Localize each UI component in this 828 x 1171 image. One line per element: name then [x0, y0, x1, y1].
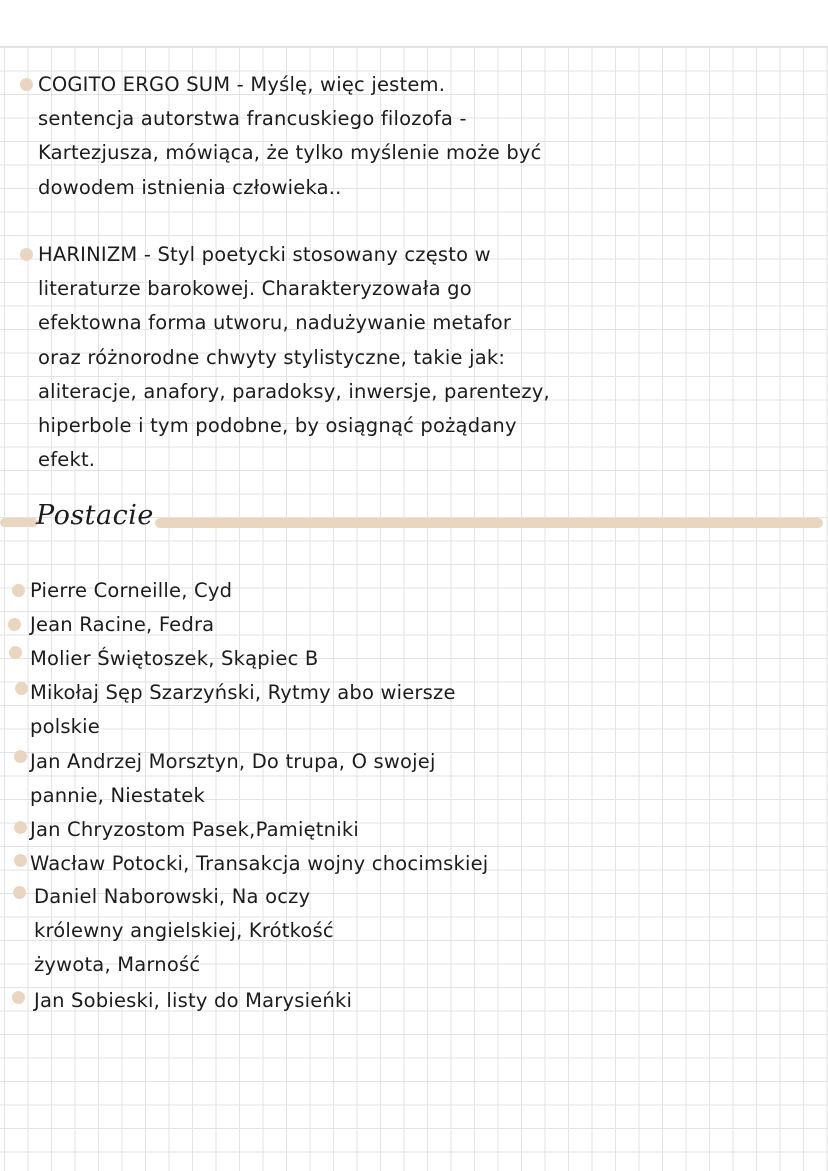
text-line: efekt.	[38, 448, 96, 472]
definition-cogito	[38, 68, 598, 205]
text-line: hiperbole i tym podobne, by osiągnąć pożądany	[38, 414, 517, 438]
bullet-dot-icon	[13, 886, 26, 899]
bullet-dot-icon	[20, 248, 33, 261]
bullet-dot-icon	[12, 991, 25, 1004]
text-line: oraz różnorodne chwyty stylistyczne, takie jak:	[38, 345, 506, 369]
list-item-text: Mikołaj Sęp Szarzyński, Rytmy abo wiersze	[30, 681, 456, 704]
bullet-dot-icon	[14, 750, 27, 763]
list-item-text: Jan Sobieski, listy do Marysieńki	[34, 989, 353, 1012]
bullet-dot-icon	[14, 854, 27, 867]
list-item-text: żywota, Marność	[34, 953, 201, 977]
list-item-text: Pierre Corneille, Cyd	[30, 579, 233, 602]
list-item	[30, 847, 488, 881]
list-item-text: Wacław Potocki, Transakcja wojny chocimskiej	[30, 852, 489, 875]
list-item-text: Daniel Naborowski, Na oczy	[34, 885, 311, 908]
text-line: dowodem istnienia człowieka..	[38, 175, 342, 199]
text-line: efektowna forma utworu, nadużywanie metafor	[38, 311, 512, 335]
list-item-text: polskie	[30, 715, 100, 739]
bullet-dot-icon	[12, 584, 25, 597]
text-line: Kartezjusza, mówiąca, że tylko myślenie może być	[38, 141, 542, 165]
section-title: Postacie	[36, 500, 154, 531]
text-line: aliteracje, anafory, paradoksy, inwersje, parentezy,	[38, 379, 550, 403]
list-item	[30, 608, 214, 642]
bullet-dot-icon	[8, 618, 21, 631]
list-item	[34, 984, 352, 1018]
list-item	[30, 676, 456, 744]
list-item	[30, 813, 359, 847]
bullet-dot-icon	[15, 682, 28, 695]
heading-rule-left	[0, 518, 38, 527]
list-item	[34, 880, 334, 983]
text-line: HARINIZM - Styl poetycki stosowany często w	[38, 243, 491, 266]
page-top-margin	[0, 0, 828, 47]
text-line: sentencja autorstwa francuskiego filozofa -	[38, 107, 467, 131]
text-line: COGITO ERGO SUM - Myślę, więc jestem.	[38, 73, 446, 96]
definition-marinizm	[38, 238, 598, 477]
bullet-dot-icon	[20, 78, 33, 91]
list-item-text: Jan Andrzej Morsztyn, Do trupa, O swojej	[30, 750, 436, 773]
list-item	[30, 745, 436, 813]
list-item-text: Molier Świętoszek, Skąpiec B	[30, 647, 319, 670]
list-item-text: Jan Chryzostom Pasek,Pamiętniki	[30, 818, 359, 841]
list-item-text: królewny angielskiej, Krótkość	[34, 919, 334, 943]
list-item-text: Jean Racine, Fedra	[30, 613, 215, 636]
list-item-text: pannie, Niestatek	[30, 784, 205, 808]
list-item	[30, 574, 232, 608]
list-item	[30, 642, 319, 676]
heading-rule-right	[155, 518, 823, 528]
bullet-dot-icon	[9, 646, 22, 659]
bullet-dot-icon	[14, 821, 27, 834]
text-line: literaturze barokowej. Charakteryzowała go	[38, 277, 472, 301]
